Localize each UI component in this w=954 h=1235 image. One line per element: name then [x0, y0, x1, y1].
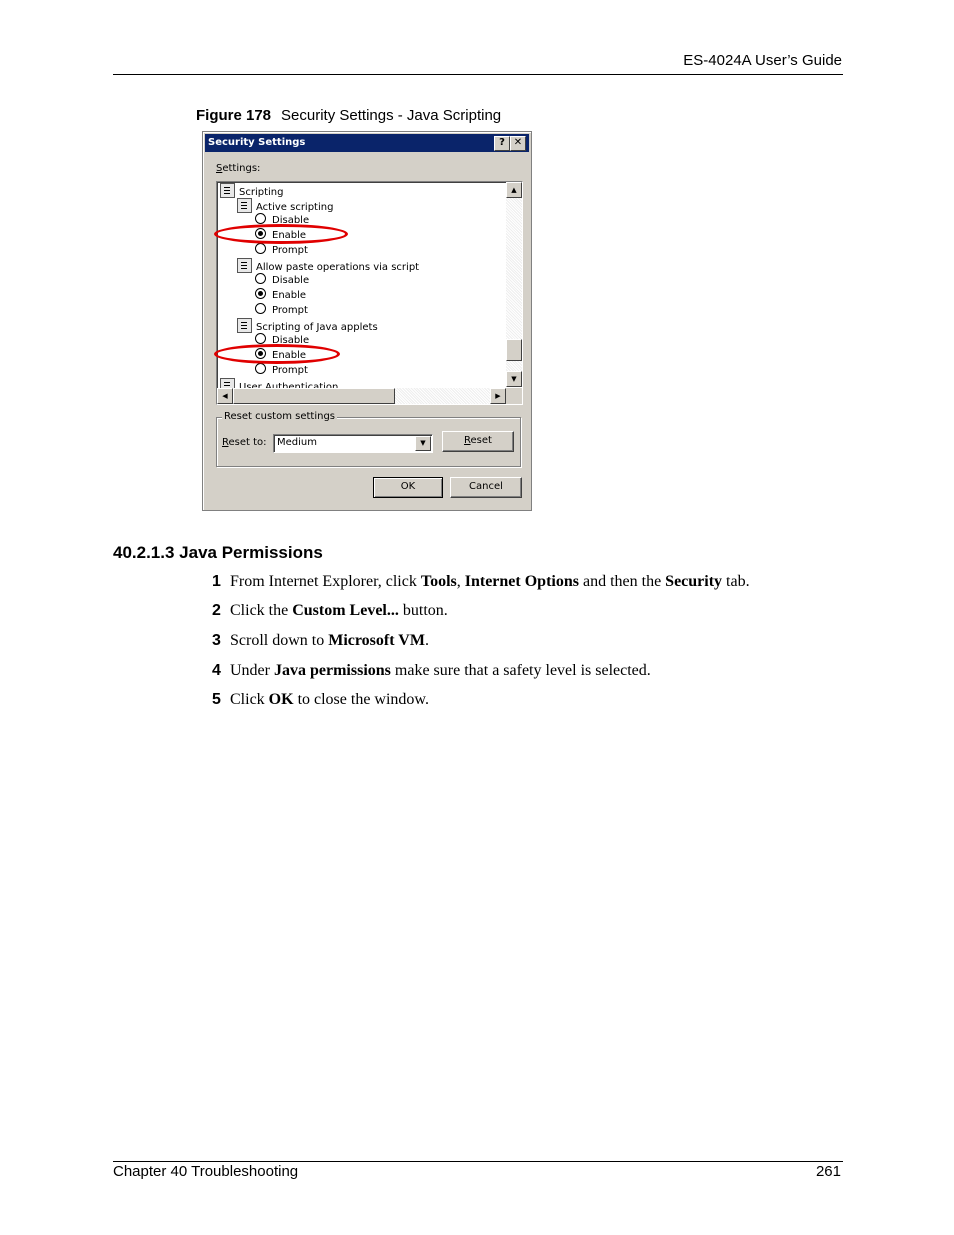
tree-label: Prompt: [272, 305, 308, 316]
highlight-ellipse-active-scripting-enable: [214, 224, 348, 244]
tree-category: [220, 183, 283, 198]
chevron-down-icon[interactable]: ▼: [415, 436, 431, 451]
tree-option[interactable]: [255, 363, 308, 378]
vertical-scroll-thumb[interactable]: [506, 339, 522, 361]
tree-label: Enable: [272, 350, 307, 361]
tree-label: Scripting of Java applets: [256, 322, 378, 333]
step-number: 2: [212, 602, 221, 619]
close-button[interactable]: ✕: [510, 136, 526, 151]
radio-icon[interactable]: [255, 333, 266, 344]
figure-title: Security Settings - Java Scripting: [281, 107, 502, 124]
step-text: Scroll down to Microsoft VM.: [230, 632, 429, 649]
horizontal-scroll-thumb[interactable]: [233, 388, 395, 404]
radio-icon[interactable]: [255, 273, 266, 284]
scroll-down-arrow-icon[interactable]: ▼: [506, 371, 522, 387]
step-number: 4: [212, 662, 221, 679]
step-number: 1: [212, 573, 221, 590]
tree-category: [237, 318, 378, 333]
step-text: Under Java permissions make sure that a safety level is selected.: [230, 662, 651, 679]
setting-category-icon: [237, 258, 252, 273]
radio-icon[interactable]: [255, 303, 266, 314]
step-item: [212, 632, 429, 654]
horizontal-scrollbar[interactable]: [217, 388, 506, 404]
step-item: [212, 691, 429, 713]
tree-label: Enable: [272, 290, 307, 301]
radio-icon[interactable]: [255, 288, 266, 299]
tree-label: Prompt: [272, 245, 308, 256]
step-item: [212, 602, 448, 624]
tree-label: Disable: [272, 215, 310, 226]
reset-to-label: Reset to:: [222, 437, 267, 448]
guide-title: ES-4024A User’s Guide: [683, 52, 842, 69]
step-text: Click OK to close the window.: [230, 691, 429, 708]
tree-label: Disable: [272, 275, 310, 286]
reset-level-select[interactable]: [273, 434, 433, 453]
tree-label: Disable: [272, 335, 310, 346]
reset-button[interactable]: Reset: [442, 431, 514, 452]
step-text: From Internet Explorer, click Tools, Internet Options and then the Security tab.: [230, 573, 750, 590]
page-header: [113, 50, 843, 75]
settings-label: Settings:: [216, 163, 261, 174]
reset-level-value: Medium: [277, 437, 317, 448]
ok-button[interactable]: OK: [373, 477, 443, 498]
scripting-category-icon: [220, 183, 235, 198]
tree-category: [237, 198, 333, 213]
tree-option[interactable]: [255, 288, 306, 303]
section-heading: 40.2.1.3 Java Permissions: [113, 543, 323, 562]
setting-category-icon: [237, 318, 252, 333]
chapter-title: Chapter 40 Troubleshooting: [113, 1163, 299, 1180]
settings-tree[interactable]: [216, 181, 523, 405]
tree-option[interactable]: [255, 303, 308, 318]
step-text: Click the Custom Level... button.: [230, 602, 448, 619]
dialog-titlebar: [205, 134, 529, 152]
reset-custom-settings-group: [216, 411, 521, 467]
figure-number: Figure 178: [196, 107, 272, 124]
tree-label: Scripting: [239, 187, 284, 198]
security-settings-dialog: [202, 131, 532, 511]
page-number: 261: [815, 1163, 841, 1180]
figure-caption: [196, 107, 501, 124]
page-footer: [113, 1161, 843, 1184]
tree-label: Allow paste operations via script: [256, 262, 420, 273]
scroll-right-arrow-icon[interactable]: ▶: [490, 388, 506, 404]
highlight-ellipse-java-applets-enable: [214, 344, 340, 364]
tree-category: [237, 258, 419, 273]
step-item: [212, 573, 750, 595]
tree-label: Enable: [272, 230, 307, 241]
help-button[interactable]: ?: [494, 136, 510, 151]
radio-icon[interactable]: [255, 363, 266, 374]
tree-option[interactable]: [255, 273, 309, 288]
step-number: 5: [212, 691, 221, 708]
radio-icon[interactable]: [255, 213, 266, 224]
cancel-button[interactable]: Cancel: [450, 477, 522, 498]
radio-icon[interactable]: [255, 243, 266, 254]
tree-option[interactable]: [255, 243, 308, 258]
dialog-title: Security Settings: [208, 137, 306, 148]
tree-label: Active scripting: [256, 202, 334, 213]
reset-group-title: Reset custom settings: [224, 411, 335, 422]
vertical-scrollbar[interactable]: [506, 182, 522, 387]
scroll-left-arrow-icon[interactable]: ◀: [217, 388, 233, 404]
step-item: [212, 662, 651, 684]
tree-label: Prompt: [272, 365, 308, 376]
scrollbar-corner: [506, 388, 522, 404]
scroll-up-arrow-icon[interactable]: ▲: [506, 182, 522, 198]
step-number: 3: [212, 632, 221, 649]
setting-category-icon: [237, 198, 252, 213]
